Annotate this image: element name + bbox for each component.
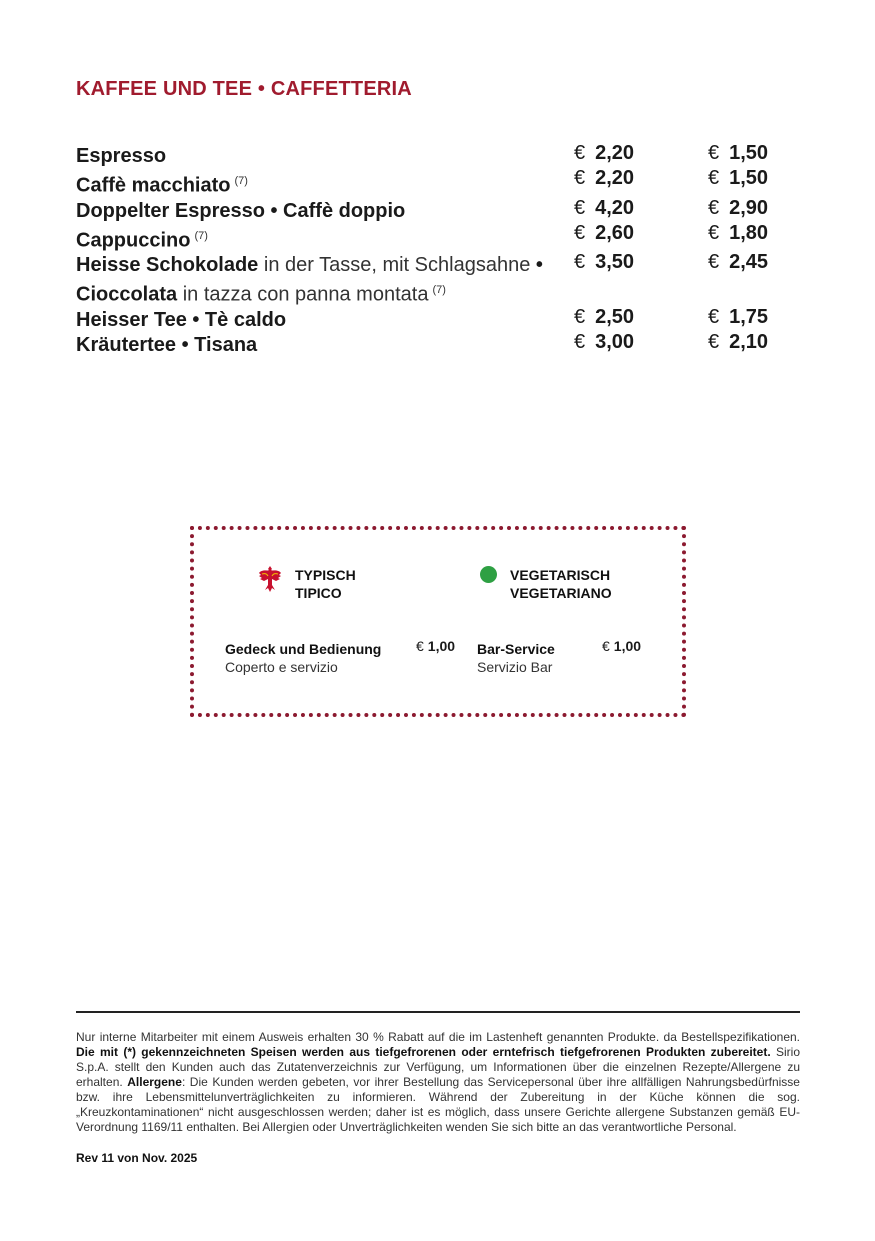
menu-item-espresso bbox=[76, 144, 796, 169]
footer-divider bbox=[76, 1011, 800, 1013]
item-separator: • bbox=[535, 254, 543, 277]
allergen-note: (7) bbox=[234, 175, 248, 187]
item-name: Espresso bbox=[76, 145, 167, 167]
section-title: KAFFEE UND TEE • CAFFETTERIA bbox=[76, 78, 412, 100]
price-regular: € 2,60 bbox=[574, 221, 635, 244]
price-regular: € 3,00 bbox=[574, 330, 635, 353]
menu-item-hot-chocolate bbox=[76, 253, 796, 308]
price-regular: € 3,50 bbox=[574, 251, 635, 274]
price-regular: € 4,20 bbox=[574, 196, 635, 219]
fee-bar-service: Bar-Service Servizio Bar bbox=[477, 641, 555, 675]
item-name: Cappuccino bbox=[76, 229, 191, 252]
price-reduced: € 1,50 bbox=[708, 142, 769, 164]
item-name: Caffè macchiato bbox=[76, 174, 231, 197]
allergen-note: (7) bbox=[194, 229, 208, 242]
menu-item-double-espresso bbox=[76, 196, 796, 224]
item-description-italian: in tazza con panna montata bbox=[177, 283, 429, 306]
price-reduced: € 2,10 bbox=[708, 330, 769, 353]
price-regular: € 2,50 bbox=[574, 305, 635, 328]
price-reduced: € 1,50 bbox=[708, 167, 769, 189]
legend-vegetarian: VEGETARISCH VEGETARIANO bbox=[510, 567, 612, 601]
fee-cover-price: € 1,00 bbox=[416, 638, 456, 654]
fee-bar-price: € 1,00 bbox=[602, 638, 642, 654]
price-regular: € 2,20 bbox=[574, 142, 635, 164]
item-name: Heisse Schokolade bbox=[76, 254, 259, 277]
price-reduced: € 1,75 bbox=[708, 305, 769, 328]
currency-symbol: € bbox=[574, 142, 586, 164]
menu-item-cappuccino bbox=[76, 221, 796, 254]
green-dot-icon bbox=[480, 566, 497, 583]
price-reduced: € 1,80 bbox=[708, 221, 769, 244]
menu-item-hot-tea bbox=[76, 305, 796, 333]
legend-box bbox=[190, 526, 686, 717]
item-name-italian: Cioccolata bbox=[76, 283, 178, 306]
menu-list bbox=[76, 144, 796, 358]
menu-item-macchiato bbox=[76, 169, 796, 199]
item-name: Kräutertee • Tisana bbox=[76, 333, 258, 356]
price-reduced: € 2,45 bbox=[708, 251, 769, 274]
price-reduced: € 2,90 bbox=[708, 196, 769, 219]
footer-notes: Nur interne Mitarbeiter mit einem Ausweis erhalten 30 % Rabatt auf die im Lastenheft genannten Produkte. da Bestellspezifikationen. Die mit (*) gekennzeichneten Speisen werden aus tiefgefrorenen oder erntefrisch tiefgefrorenen Produkten zubereitet. Sirio S.p.A. stellt den Kunden auch das Zutatenverzeichnis zur Verfügung, um Informationen über die einzelnen Rezepte/Allergene zu erhalten. Allergene: Die Kunden werden gebeten, vor ihrer Bestellung das Servicepersonal über ihre allfälligen Nahrungsbedürfnisse bzw. ihre Lebensmittelunverträglichkeiten zu informieren. Während der Zubereitung in der Küche können die sog. „Kreuzkontaminationen“ nicht ausgeschlossen werden; daher ist es möglich, dass unsere Gerichte allergene Substanzen gemäß EU-Verordnung 1169/11 enthalten. Bei Allergien oder Unverträglichkeiten wenden Sie sich bitte an das verantwortliche Personal. bbox=[76, 1030, 800, 1134]
fee-cover-service: Gedeck und Bedienung Coperto e servizio bbox=[225, 641, 382, 675]
allergen-note: (7) bbox=[432, 284, 446, 297]
tyrolean-eagle-icon bbox=[258, 564, 282, 594]
legend-typical: TYPISCH TIPICO bbox=[295, 567, 356, 601]
item-description: in der Tasse, mit Schlagsahne bbox=[258, 254, 536, 277]
item-name: Doppelter Espresso • Caffè doppio bbox=[76, 199, 406, 222]
menu-item-herbal-tea bbox=[76, 330, 796, 358]
item-name: Heisser Tee • Tè caldo bbox=[76, 308, 287, 331]
price-regular: € 2,20 bbox=[574, 167, 635, 189]
revision-note: Rev 11 von Nov. 2025 bbox=[76, 1151, 198, 1165]
currency-symbol: € bbox=[708, 142, 720, 164]
